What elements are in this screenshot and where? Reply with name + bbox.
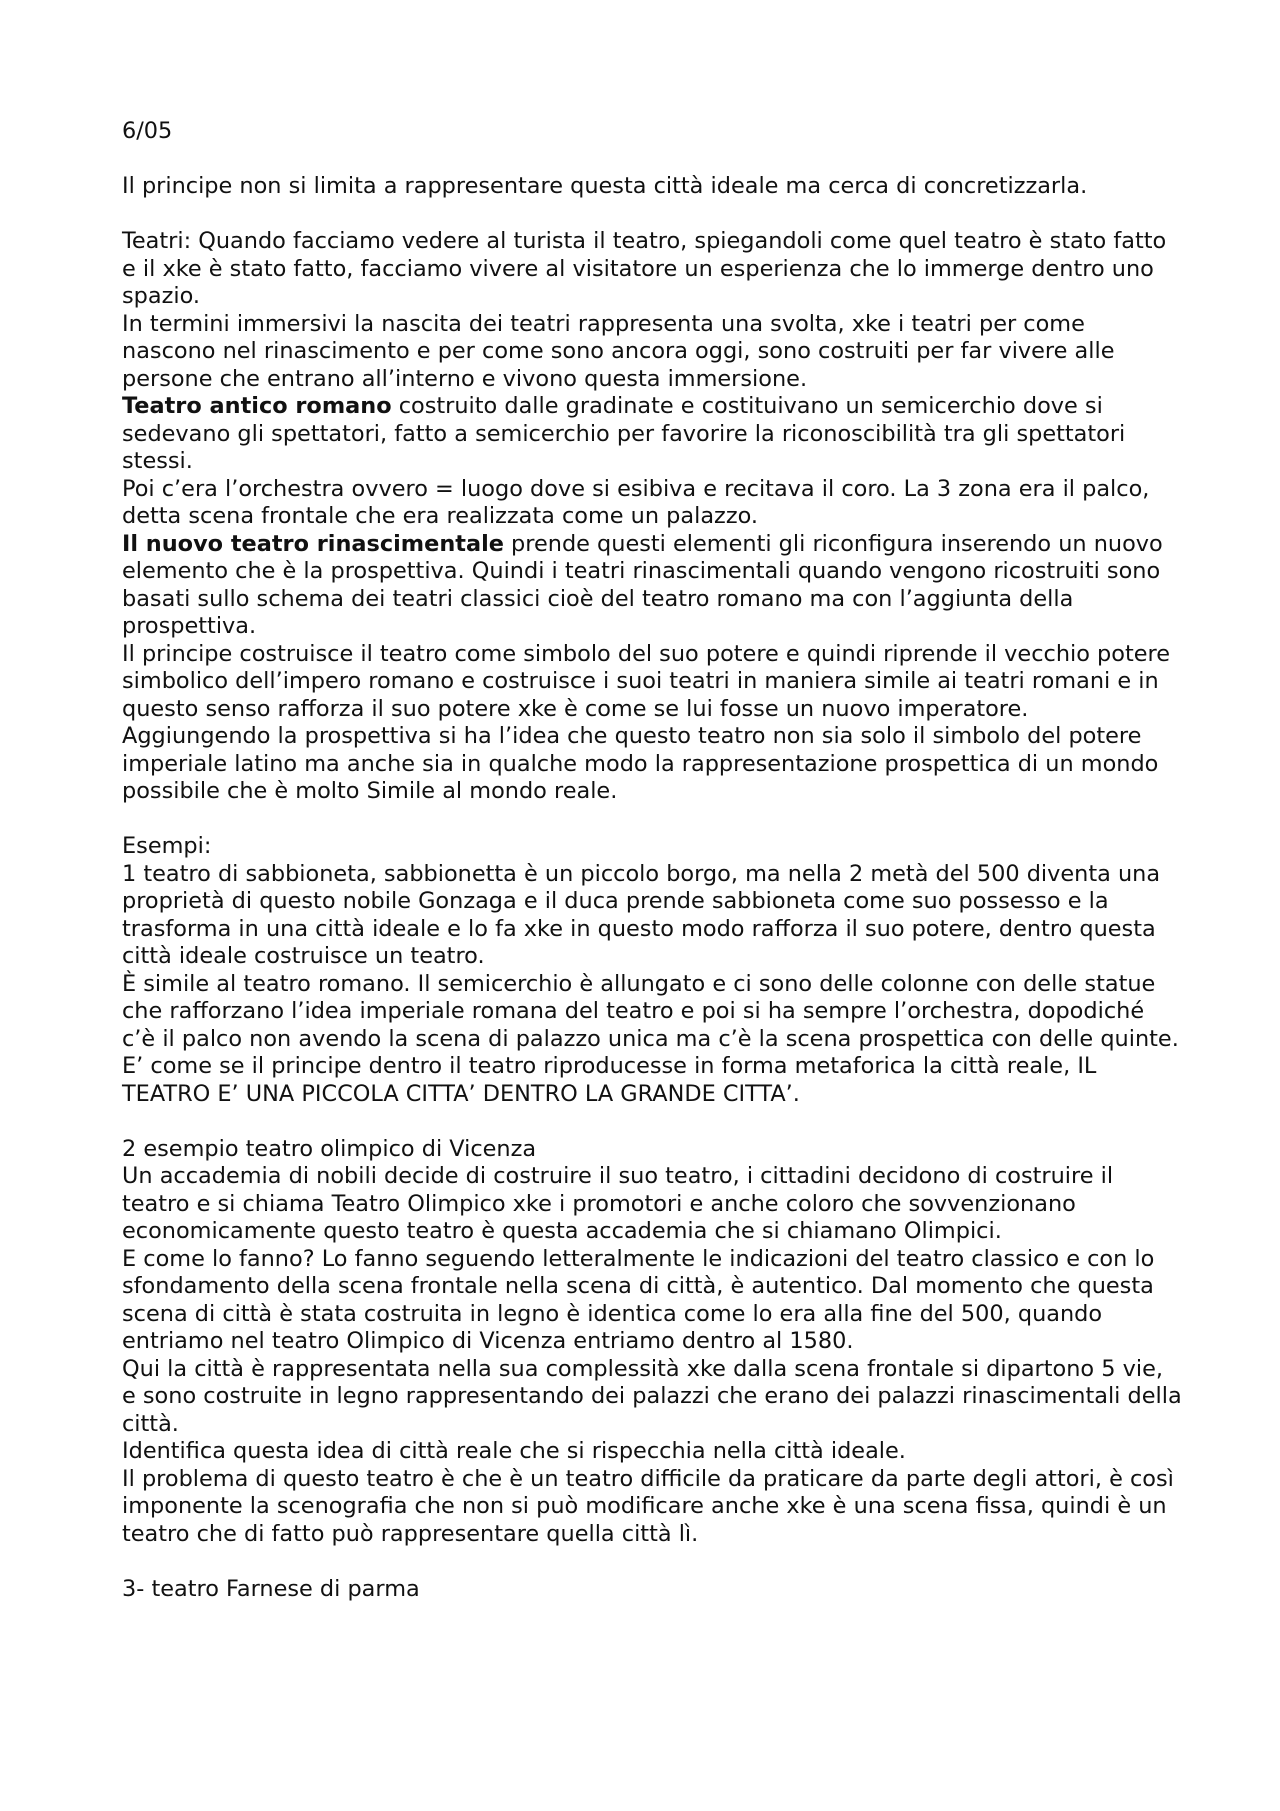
sabbioneta-paragraph: 1 teatro di sabbioneta, sabbionetta è un piccolo borgo, ma nella 2 metà del 500 diventa una proprietà di questo nobile Gonzaga e il duca prende sabbioneta come suo possesso e la trasforma in una città ideale e lo fa xke in questo modo rafforza il suo potere, dentro questa città ideale costruisce un teatro. bbox=[122, 860, 1161, 969]
renaissance-theatre-paragraph bbox=[122, 531, 1182, 641]
academy-paragraph: Un accademia di nobili decide di costruire il suo teatro, i cittadini decidono di costruire il teatro e si chiama Teatro Olimpico xke i promotori e anche coloro che sovvenzionano economicamente questo teatro è questa accademia che si chiamano Olimpici. bbox=[122, 1163, 1114, 1244]
how-paragraph: E come lo fanno? Lo fanno seguendo letteralmente le indicazioni del teatro classico e con lo sfondamento della scena frontale nella scena di città, è autentico. Dal momento che questa scena di città è stata costruita in legno è identica come lo era alla fine del 500, quando entriamo nel teatro Olimpico di Vicenza entriamo dentro al 1580. bbox=[122, 1245, 1155, 1354]
roman-theatre-text: costruito dalle gradinate e costituivano un semicerchio dove si sedevano gli spettatori, fatto a semicerchio per favorire la riconoscibilità tra gli spettatori stessi. bbox=[122, 393, 1126, 474]
parma-heading: 3- teatro Farnese di parma bbox=[122, 1575, 420, 1602]
renaissance-theatre-text: prende questi elementi gli riconfigura inserendo un nuovo elemento che è la prospettiva. Quindi i teatri rinascimentali quando vengono ricostruiti sono basati sullo schema dei teatri classici cioè del teatro romano ma con l’aggiunta della prospettiva. bbox=[122, 530, 1163, 639]
identifies-paragraph: Identifica questa idea di città reale che si rispecchia nella città ideale. bbox=[122, 1438, 906, 1464]
perspective-paragraph: Aggiungendo la prospettiva si ha l’idea che questo teatro non sia solo il simbolo del potere imperiale latino ma anche sia in qualche modo la rappresentazione prospettica di un mondo possibile che è molto Simile al mondo reale. bbox=[122, 723, 1159, 804]
spacer bbox=[122, 201, 1182, 229]
intro-paragraph: Il principe non si limita a rappresentare questa città ideale ma cerca di concretizzarla. bbox=[122, 173, 1088, 199]
problem-paragraph: Il problema di questo teatro è che è un teatro difficile da praticare da parte degli attori, è così imponente la scenografia che non si può modificare anche xke è una scena fissa, quindi è un teatro che di fatto può rappresentare quella città lì. bbox=[122, 1465, 1174, 1547]
city-paragraph: Qui la città è rappresentata nella sua complessità xke dalla scena frontale si dipartono 5 vie, e sono costruite in legno rappresentando dei palazzi che erano dei palazzi rinascimentali della città. bbox=[122, 1355, 1182, 1437]
renaissance-theatre-heading: Il nuovo teatro rinascimentale bbox=[122, 530, 504, 557]
roman-theatre-paragraph bbox=[122, 393, 1182, 476]
power-paragraph: Il principe costruisce il teatro come simbolo del suo potere e quindi riprende il vecchio potere simbolico dell’impero romano e costruisce i suoi teatri in maniera simile ai teatri romani e in questo senso rafforza il suo potere xke è come se lui fosse un nuovo imperatore. bbox=[122, 640, 1170, 722]
spacer bbox=[122, 806, 1182, 834]
roman-similarity-paragraph: È simile al teatro romano. Il semicerchio è allungato e ci sono delle colonne con delle statue che rafforzano l’idea imperiale romana del teatro e poi si ha sempre l’orchestra, dopodiché c’è il palco non avendo la scena di palazzo unica ma c’è la scena prospettica con delle quinte. bbox=[122, 970, 1179, 1052]
vicenza-heading: 2 esempio teatro olimpico di Vicenza bbox=[122, 1135, 537, 1162]
spacer bbox=[122, 1548, 1182, 1576]
teatri-paragraph: Teatri: Quando facciamo vedere al turista il teatro, spiegandoli come quel teatro è stato fatto e il xke è stato fatto, facciamo vivere al visitatore un esperienza che lo immerge dentro uno spazio. bbox=[122, 228, 1167, 309]
spacer bbox=[122, 1108, 1182, 1136]
date-line: 6/05 bbox=[122, 118, 173, 144]
immersive-paragraph: In termini immersivi la nascita dei teatri rappresenta una svolta, xke i teatri per come nascono nel rinascimento e per come sono ancora oggi, sono costruiti per far vivere alle persone che entrano all’interno e vivono questa immersione. bbox=[122, 310, 1115, 392]
spacer bbox=[122, 146, 1182, 174]
document-page bbox=[122, 118, 1182, 1603]
metaphor-paragraph: E’ come se il principe dentro il teatro riproducesse in forma metaforica la città reale, IL TEATRO E’ UNA PICCOLA CITTA’ DENTRO LA GRANDE CITTA’. bbox=[122, 1053, 1097, 1107]
roman-theatre-heading: Teatro antico romano bbox=[122, 393, 392, 419]
examples-heading: Esempi: bbox=[122, 833, 212, 859]
orchestra-paragraph: Poi c’era l’orchestra ovvero = luogo dove si esibiva e recitava il coro. La 3 zona era il palco, detta scena frontale che era realizzata come un palazzo. bbox=[122, 475, 1150, 529]
